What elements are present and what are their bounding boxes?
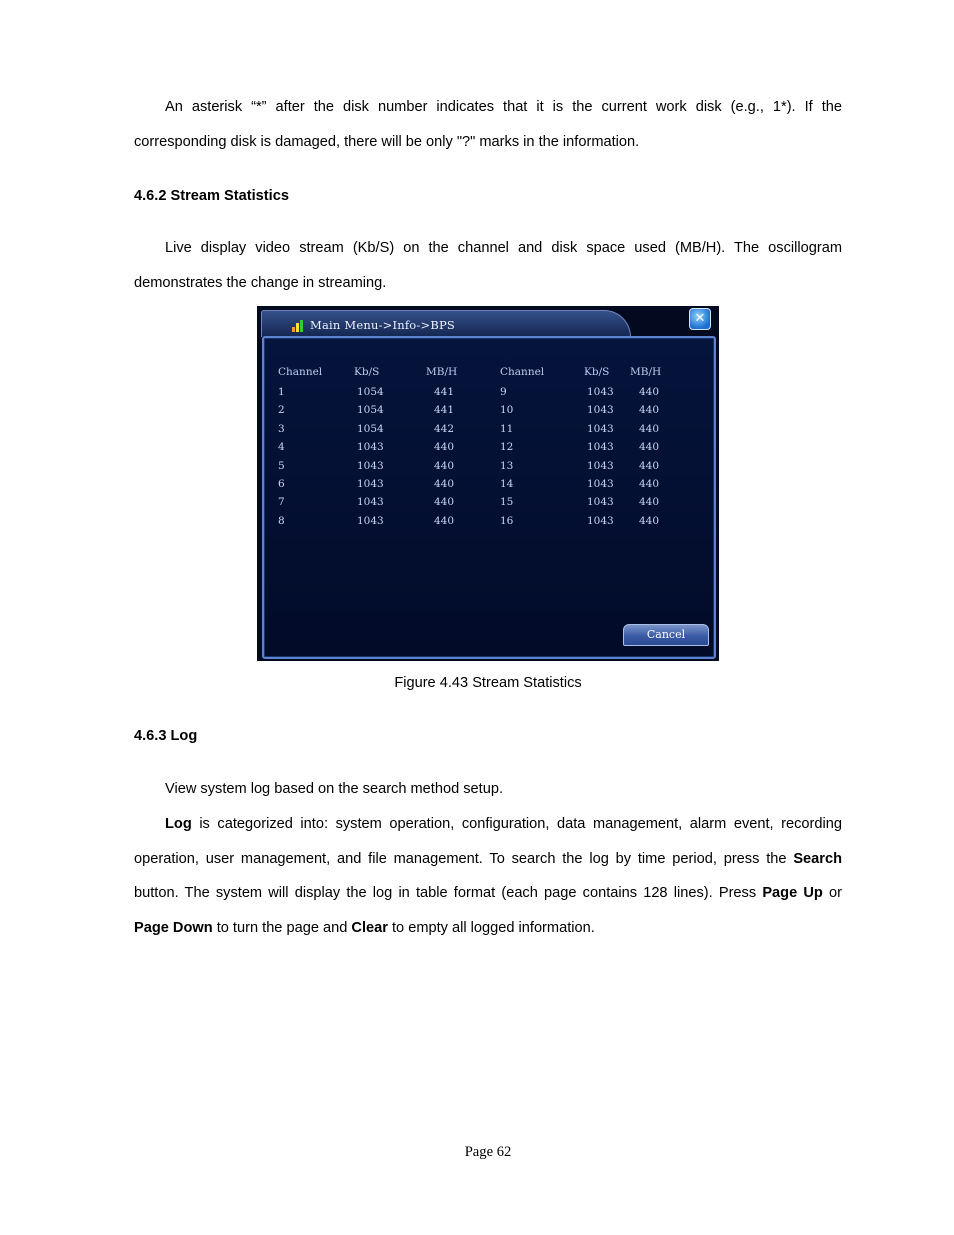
table-cell: 441: [434, 386, 455, 398]
column-header-mbh-2: MB/H: [630, 366, 662, 378]
window-title: Main Menu->Info->BPS: [310, 318, 456, 332]
table-cell: 2: [278, 404, 285, 417]
table-cell: 440: [639, 459, 660, 472]
table-cell: 7: [278, 496, 285, 509]
table-cell: 1043: [587, 441, 614, 454]
section-heading-stream-statistics: 4.6.2 Stream Statistics: [134, 188, 289, 204]
bold-log: Log: [165, 816, 192, 832]
table-cell: 440: [639, 404, 660, 417]
close-button[interactable]: ✕: [689, 308, 711, 330]
table-cell: 440: [639, 478, 660, 490]
paragraph-log-details: Log is categorized into: system operation, configuration, data management, alarm event, recording operation, user management, and file management. To search the log by time period, press the Search button. The system will display the log in table format (each page contains 128 lines). Press Page Up or Page Down to turn the page and Clear to empty all logged information.: [134, 816, 842, 936]
table-cell: 11: [500, 422, 514, 435]
column-header-mbh: MB/H: [426, 366, 458, 378]
figure-caption: Figure 4.43 Stream Statistics: [394, 675, 582, 691]
table-cell: 1054: [357, 422, 384, 435]
table-cell: 6: [278, 478, 285, 490]
table-cell: 1054: [357, 404, 384, 417]
table-cell: 1043: [357, 496, 384, 509]
table-cell: 15: [500, 496, 514, 509]
table-cell: 8: [278, 514, 285, 527]
table-cell: 1043: [587, 459, 614, 472]
paragraph-stream-description: Live display video stream (Kb/S) on the channel and disk space used (MB/H). The oscillogram demonstrates the change in streaming.: [134, 240, 842, 291]
table-cell: 440: [639, 422, 660, 435]
table-cell: 440: [434, 514, 455, 527]
table-cell: 440: [639, 514, 660, 527]
bps-screenshot: [257, 306, 719, 661]
table-cell: 440: [434, 459, 455, 472]
table-cell: 1043: [587, 422, 614, 435]
table-cell: 440: [639, 386, 660, 398]
section-heading-log: 4.6.3 Log: [134, 728, 198, 744]
table-cell: 1043: [587, 404, 614, 417]
column-header-kbs: Kb/S: [354, 366, 380, 378]
table-cell: 1043: [357, 441, 384, 454]
column-header-kbs-2: Kb/S: [584, 366, 610, 378]
cancel-button[interactable]: Cancel: [623, 624, 709, 646]
menu-info-icon: [292, 320, 304, 332]
bold-search: Search: [793, 850, 842, 867]
table-cell: 5: [278, 459, 285, 472]
table-cell: 10: [500, 404, 514, 417]
page-number: Page 62: [464, 1144, 512, 1160]
table-cell: 4: [278, 441, 285, 454]
table-cell: 16: [500, 514, 514, 527]
table-cell: 14: [500, 478, 514, 490]
table-cell: 441: [434, 404, 455, 417]
paragraph-disk-info: An asterisk “*” after the disk number indicates that it is the current work disk (e.g., 1*). If the corresponding disk is damaged, there will be only "?" marks in the information.: [134, 99, 842, 150]
table-cell: 3: [278, 422, 285, 435]
table-cell: 1043: [357, 459, 384, 472]
bold-clear: Clear: [351, 919, 388, 936]
column-header-channel-2: Channel: [500, 366, 545, 378]
table-cell: 13: [500, 459, 514, 472]
column-header-channel: Channel: [278, 366, 323, 378]
bold-page-up: Page Up: [762, 885, 823, 901]
table-cell: 1043: [587, 386, 614, 398]
table-cell: 440: [434, 496, 455, 509]
table-cell: 1043: [357, 478, 384, 490]
table-cell: 1054: [357, 386, 384, 398]
table-cell: 440: [434, 441, 455, 454]
table-cell: 1043: [587, 496, 614, 509]
table-cell: 440: [434, 478, 455, 490]
table-cell: 1043: [587, 514, 614, 527]
table-cell: 1043: [587, 478, 614, 490]
table-cell: 440: [639, 496, 660, 509]
table-cell: 442: [434, 422, 455, 435]
stats-panel: [262, 336, 716, 659]
table-cell: 440: [639, 441, 660, 454]
table-cell: 1043: [357, 514, 384, 527]
table-cell: 12: [500, 441, 514, 454]
table-cell: 9: [500, 386, 507, 398]
paragraph-log-intro: View system log based on the search method setup.: [165, 781, 504, 797]
table-cell: 1: [278, 386, 285, 398]
bold-page-down: Page Down: [134, 919, 213, 936]
window-title-tab: [261, 310, 631, 337]
